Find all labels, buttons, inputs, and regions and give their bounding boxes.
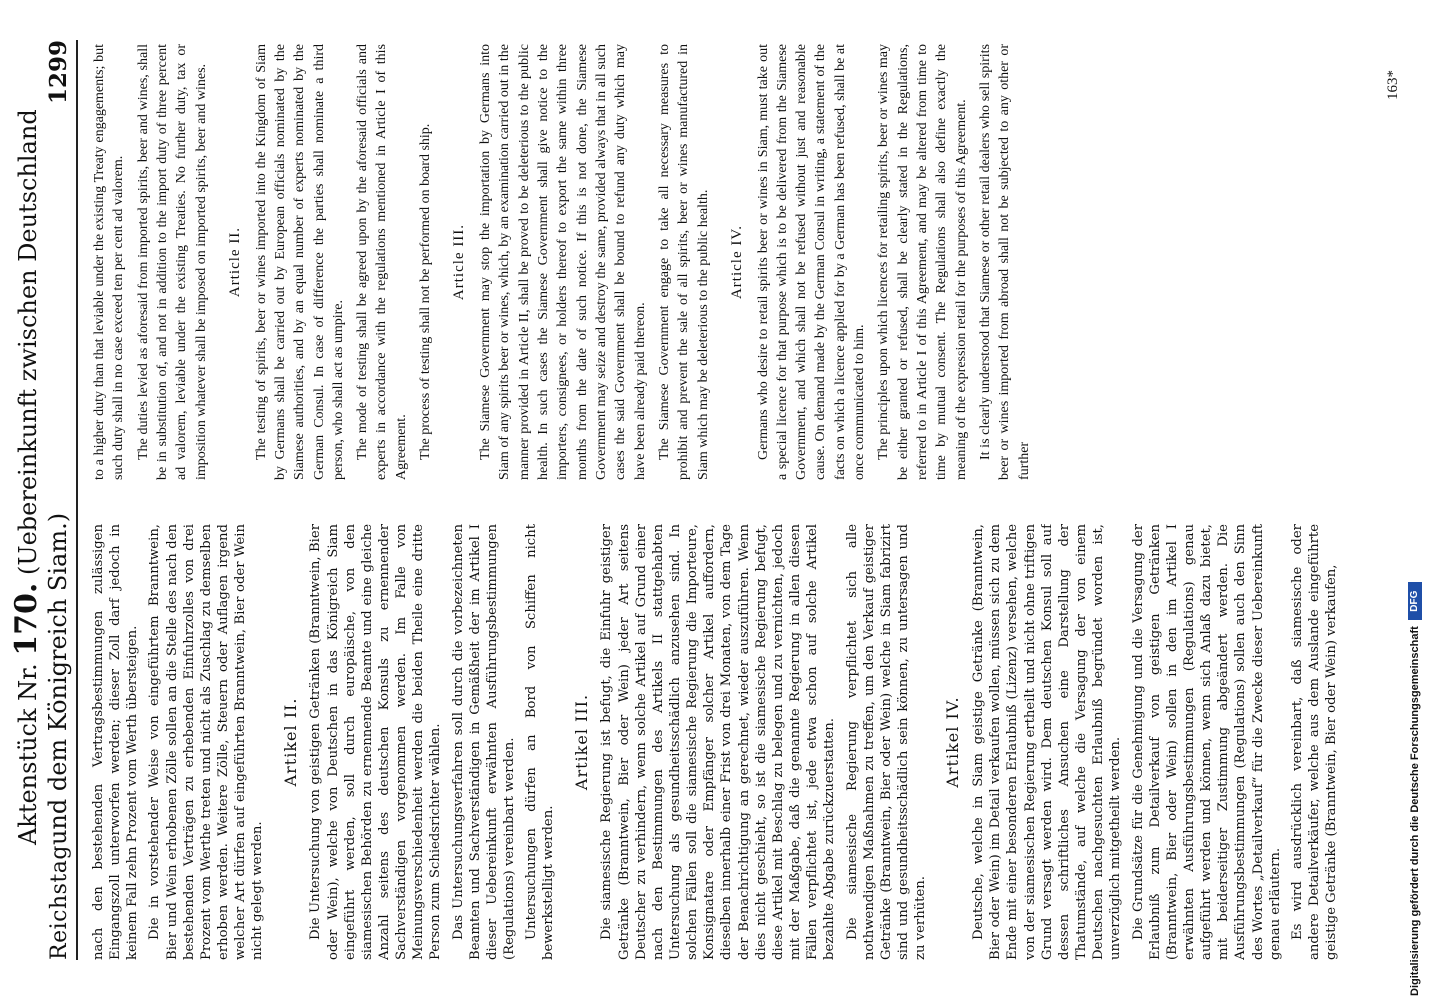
en-paragraph: The duties levied as aforesaid from imported spirits, beer and wines, shall be in substitution of, and not in addition to the import duty of three percent ad valorem, leviable under the existing Treaties. No further duty, tax or imposition whatever shall be imposed on imported spirits, beer and wines. <box>135 44 209 480</box>
de-paragraph: Die siamesische Regierung ist befugt, die Einfuhr geistiger Getränke (Branntwein, Bier oder Wein) jeder Art seitens Deutscher zu verhindern, wenn solche Artikel auf Grund einer nach den Bestimmungen des Artikels II stattgehabten Untersuchung als gesundheitsschädlich anzusehen sind. In solchen Fällen soll die siamesische Regierung die Importeure, Konsignatare oder Empfänger solcher Artikel auffordern, dieselben innerhalb einer Frist von drei Monaten, von dem Tage der Benachrichtigung an gerechnet, wieder auszuführen. Wenn dies nicht geschieht, so ist die siamesische Regierung befugt, diese Artikel mit Beschlag zu belegen und zu vernichten, jedoch mit der Maßgabe, daß die genannte Regierung in allen diesen Fällen verpflichtet ist, jede etwa schon auf solche Artikel bezahlte Abgabe zurückzuerstatten. <box>599 524 838 960</box>
header-number: 170. <box>9 582 44 656</box>
en-paragraph: It is clearly understood that Siamese or other retail dealers who sell spirits beer or wines imported from abroad shall not be subjected to any other or further <box>977 44 1032 480</box>
de-article-heading: Artikel III. <box>571 693 591 791</box>
header-page-number: 1299 <box>45 40 72 105</box>
de-paragraph: Die Untersuchung von geistigen Getränken (Branntwein, Bier oder Wein), welche von Deutschen in das Königreich Siam eingeführt werden, soll durch europäische, von den siamesischen Behörden zu ernennende Beamte und eine gleiche Anzahl seitens des deutschen Konsuls zu ernennender Sachverständigen vorgenommen werden. Im Falle von Meinungsverschiedenheit werden die beiden Theile eine dritte Person zum Schiedsrichter wählen. <box>308 524 444 960</box>
digitization-credit <box>1408 582 1422 996</box>
header-center-prefix: Aktenstück Nr. <box>14 663 42 846</box>
de-paragraph: Die in vorstehender Weise von eingeführtem Branntwein, Bier und Wein erhobenen Zölle sollen an die Stelle des nach den bestehenden Verträgen zu erhebenden Einfuhrzolles von drei Prozent vom Werthe treten und nicht als Zuschlag zu demselben erhoben werden. Weitere Zölle, Steuern oder Auflagen irgend welcher Art dürfen auf eingeführten Branntwein, Bier oder Wein nicht gelegt werden. <box>147 524 266 960</box>
en-paragraph: Germans who desire to retail spirits beer or wines in Siam, must take out a special licence for that purpose which is to be delivered from the Siamese Government, and which shall not be refused without just and reasonable cause. On demand made by the German Consul in writing, a statement of the facts on which a licence applied for by a German has been refused, shall be at once communicated to him. <box>755 44 868 480</box>
en-article-heading: Article III. <box>451 223 468 301</box>
en-paragraph: The Siamese Government engage to take all necessary measures to prohibit and prevent the sale of all spirits, beer or wines manufactured in Siam which may be deleterious to the public health. <box>656 44 711 480</box>
dfg-logo-icon: DFG <box>1408 582 1422 620</box>
en-paragraph: The mode of testing shall be agreed upon by the aforesaid officials and experts in accordance with the regulations mentioned in Article I of this Agreement. <box>355 44 409 480</box>
header-left: Reichstag <box>47 845 72 960</box>
de-paragraph: Deutsche, welche in Siam geistige Getränke (Branntwein, Bier oder Wein) im Detail verkaufen wollen, müssen sich zu dem Ende mit einer besonderen Erlaubniß (Lizenz) versehen, welche von der siamesischen Regierung ertheilt und nicht ohne triftigen Grund versagt werden wird. Dem deutschen Konsul soll auf dessen schriftliches Ansuchen eine Darstellung der Thatumstände, auf welche die Versagung der von einem Deutschen nachgesuchten Erlaubniß begründet worden ist, unverzüglich mitgetheilt werden. <box>971 524 1124 960</box>
header-center <box>9 104 72 845</box>
german-column <box>90 524 1380 960</box>
page-header <box>9 40 78 960</box>
de-paragraph: Die Grundsätze für die Genehmigung und die Versagung der Erlaubniß zum Detailverkauf von geistigen Getränken (Branntwein, Bier oder Wein) sollen in den im Artikel I erwähnten Ausführungsbestimmungen (Regulations) genau aufgeführt werden und können, wenn sich Anlaß dazu bietet, mit beiderseitiger Zustimmung abgeändert werden. Die Ausführungsbestimmungen (Regulations) sollen auch den Sinn des Wortes „Detailverkauf“ für die Zwecke dieser Uebereinkunft genau erläutern. <box>1130 524 1283 960</box>
en-article-heading: Article II. <box>226 226 243 298</box>
english-column <box>90 44 1380 480</box>
de-paragraph: Das Untersuchungsverfahren soll durch die vorbezeichneten Beamten und Sachverständigen in Gemäßheit der im Artikel I dieser Uebereinkunft erwähnten Ausführungsbestimmungen (Regulations) vereinbart werden. <box>450 524 518 960</box>
en-paragraph: to a higher duty than that leviable under the existing Treaty engagements; but such duty shall in no case exceed ten per cent ad valorem. <box>92 44 127 480</box>
de-paragraph: Es wird ausdrücklich vereinbart, daß siamesische oder andere Detailverkäufer, welche aus dem Auslande eingeführte geistige Getränke (Branntwein, Bier oder Wein) verkaufen, <box>1289 524 1340 960</box>
page-mark: 163* <box>1385 70 1401 100</box>
header-title: (Uebereinkunft zwischen Deutschland und dem Königreich Siam.) <box>14 109 72 846</box>
en-article-heading: Article IV. <box>728 224 745 300</box>
en-paragraph: The process of testing shall not be performed on board ship. <box>418 123 434 460</box>
de-paragraph: Untersuchungen dürfen an Bord von Schiffen nicht bewerkstelligt werden. <box>524 524 557 960</box>
de-article-heading: Artikel IV. <box>943 696 963 788</box>
credit-text: Digitalisierung gefördert durch die Deutsche Forschungsgemeinschaft <box>1409 626 1421 996</box>
en-paragraph: The principles upon which licences for retailing spirits, beer or wines may be either granted or refused, shall be clearly stated in the Regulations, referred to in Article I of this Agreement, and may be altered from time to time by mutual consent. The Regulations shall also define exactly the meaning of the expression retail for the purposes of this Agreement. <box>876 44 969 480</box>
en-paragraph: The testing of spirits, beer or wines imported into the Kingdom of Siam by Germans shall be carried out by European officials nominated by the Siamese authorities, and by an equal number of experts nominated by the German Consul. In case of difference the parties shall nominate a third person, who shall act as umpire. <box>253 44 346 480</box>
en-paragraph: The Siamese Government may stop the importation by Germans into Siam of any spirits beer or wines, which, by an examination carried out in the manner provided in Article II, shall be proved to be deleterious to the public health. In such cases the Siamese Government shall give notice to the importers, consignees, or holders thereof to export the same within three months from the date of such notice. If this is not done, the Siamese Government may seize and destroy the same, provided always that in all such cases the said Government shall be bound to refund any duty which may have been already paid thereon. <box>478 44 648 480</box>
de-article-heading: Artikel II. <box>280 697 300 787</box>
de-paragraph: Die siamesische Regierung verpflichtet sich alle nothwendigen Maßnahmen zu treffen, um den Verkauf geistiger Getränke (Branntwein, Bier oder Wein) welche in Siam fabrizirt sind und gesundheitsschädlich sein können, zu untersagen und zu verhüten. <box>844 524 929 960</box>
de-paragraph: nach den bestehenden Vertragsbestimmungen zulässigen Eingangszoll unterworfen werden; dieser Zoll darf jedoch in keinem Fall zehn Prozent vom Werth übersteigen. <box>91 524 141 960</box>
